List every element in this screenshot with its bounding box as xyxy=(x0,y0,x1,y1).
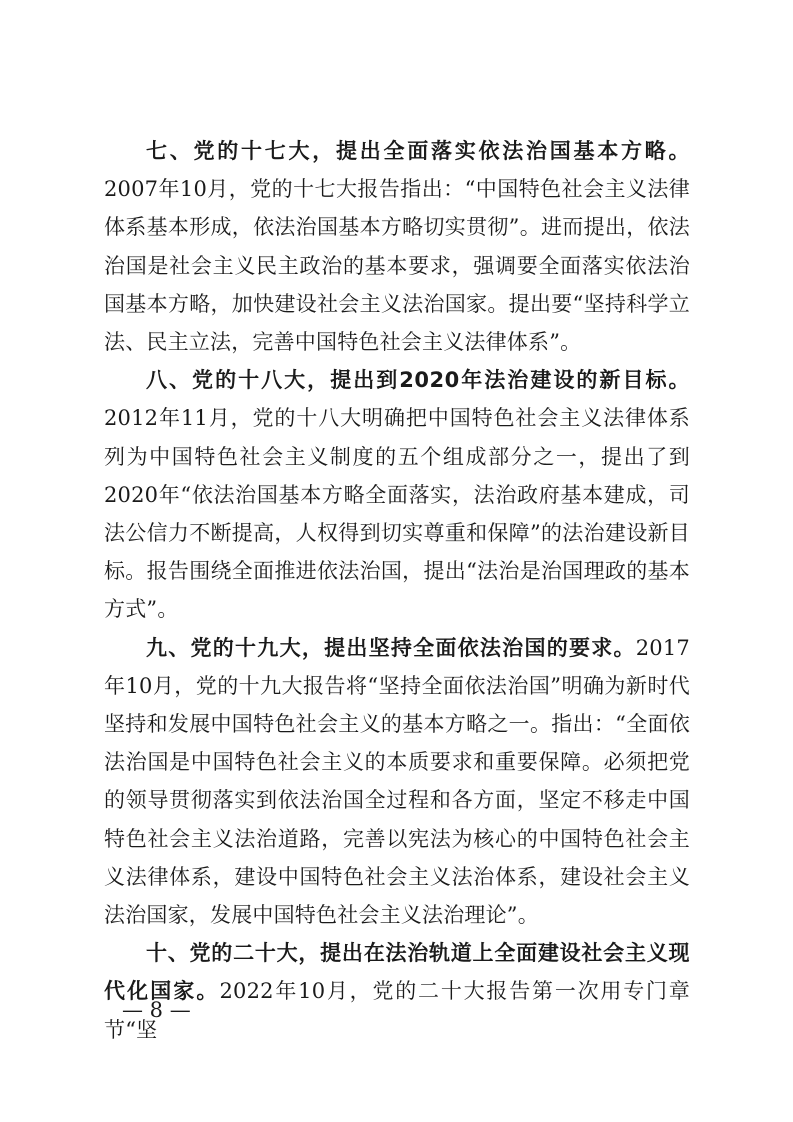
document-page xyxy=(104,132,690,1049)
section-heading: 十、党的二十大，提出在法治轨道上全面建设社会主义现代化国家。 xyxy=(104,941,690,1004)
section-body: 2012年11月，党的十八大明确把中国特色社会主义法律体系列为中国特色社会主义制度的五个组成部分之一，提出了到2020年“依法治国基本方略全面落实，法治政府基本建成，司法公信力不断提高，人权得到切实尊重和保障”的法治建设新目标。报告围绕全面推进依法治国，提出“法治是治国理政的基本方式”。 xyxy=(104,406,690,622)
section-body: 2017年10月，党的十九大报告将“坚持全面依法治国”明确为新时代坚持和发展中国特色社会主义的基本方略之一。指出：“全面依法治国是中国特色社会主义的本质要求和重要保障。必须把党的领导贯彻落实到依法治国全过程和各方面，坚定不移走中国特色社会主义法治道路，完善以宪法为核心的中国特色社会主义法律体系，建设中国特色社会主义法治体系，建设社会主义法治国家，发展中国特色社会主义法治理论”。 xyxy=(104,635,690,928)
section-heading: 七、党的十七大，提出全面落实依法治国基本方略。 xyxy=(146,139,690,163)
section-body: 2007年10月，党的十七大报告指出：“中国特色社会主义法律体系基本形成，依法治国基本方略切实贯彻”。进而提出，依法治国是社会主义民主政治的基本要求，强调要全面落实依法治国基本方略，加快建设社会主义法治国家。提出要“坚持科学立法、民主立法，完善中国特色社会主义法律体系”。 xyxy=(104,177,690,355)
paragraph-18th-congress xyxy=(104,361,690,628)
section-heading: 八、党的十八大，提出到2020年法治建设的新目标。 xyxy=(146,368,690,393)
paragraph-17th-congress xyxy=(104,132,690,361)
section-heading: 九、党的十九大，提出坚持全面依法治国的要求。 xyxy=(146,635,636,660)
paragraph-20th-congress xyxy=(104,934,690,1049)
page-number: — 8 — xyxy=(122,998,191,1022)
paragraph-19th-congress xyxy=(104,629,690,935)
section-body: 2022年10月，党的二十大报告第一次用专门章节“坚 xyxy=(104,979,691,1042)
